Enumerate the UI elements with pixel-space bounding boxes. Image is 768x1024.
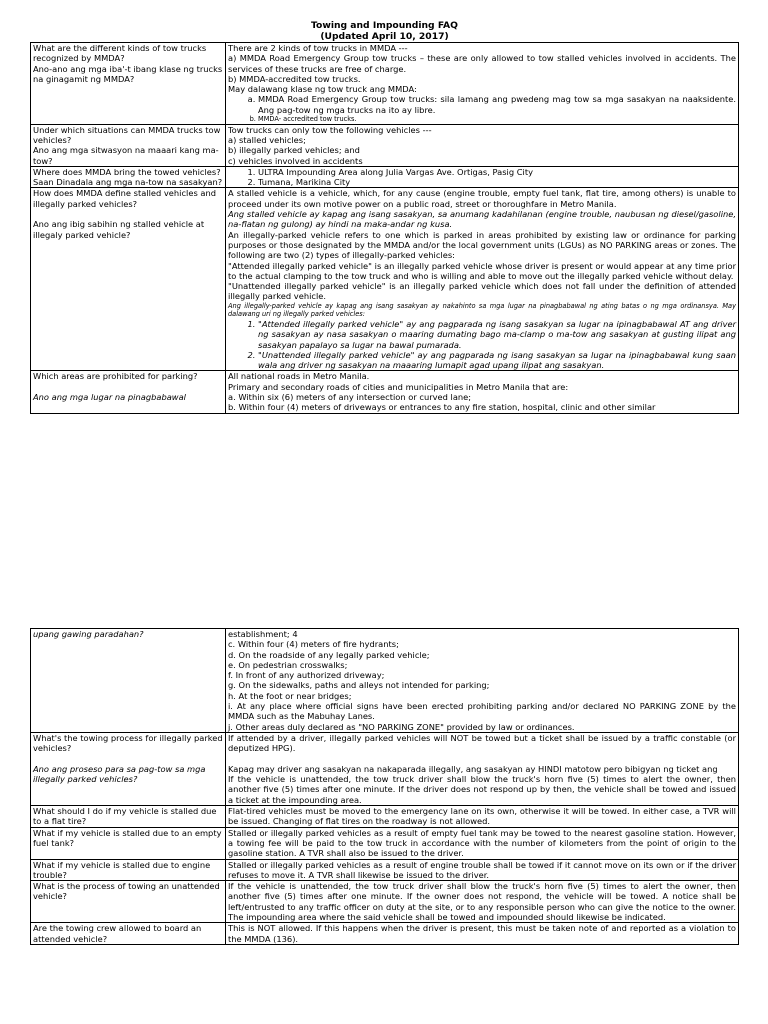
question-cell bbox=[31, 859, 226, 881]
table-row bbox=[31, 629, 739, 733]
answer-text-filipino: Ang stalled vehicle ay kapag ang isang sasakyan, sa anumang kadahilanan (engine trouble, naubusan ng diesel/gasoline, na-flatan ng gulong) ay hindi na maka-andar ng kusa. bbox=[228, 209, 736, 230]
question-english: How does MMDA define stalled vehicles and illegally parked vehicles? bbox=[33, 188, 217, 209]
question-cell bbox=[31, 732, 226, 805]
answer-list bbox=[228, 319, 736, 370]
answer-cell bbox=[226, 859, 739, 881]
answer-text-filipino: Kapag may driver ang sasakyan na nakaparada illegally, ang sasakyan ay HINDI matotow pero bibigyan ng ticket ang bbox=[228, 763, 718, 774]
answer-cell bbox=[226, 166, 739, 188]
question-english: Where does MMDA bring the towed vehicles? bbox=[33, 166, 221, 177]
table-row bbox=[31, 124, 739, 166]
answer-text: e. On pedestrian crosswalks; bbox=[228, 659, 348, 670]
answer-text: a) MMDA Road Emergency Group tow trucks – these are only allowed to tow stalled vehicles involved in accidents. The services of these trucks are free of charge. bbox=[228, 53, 736, 74]
answer-list bbox=[228, 94, 736, 123]
question-cell bbox=[31, 166, 226, 188]
table-row bbox=[31, 43, 739, 125]
question-cell bbox=[31, 124, 226, 166]
answer-text: a) stalled vehicles; bbox=[228, 134, 306, 145]
question-filipino: Saan Dinadala ang mga na-tow na sasakyan? bbox=[33, 177, 223, 188]
answer-text: A stalled vehicle is a vehicle, which, for any cause (engine trouble, empty fuel tank, flat tire, among others) is unable to proceed under its own motive power on a public road, street or thoroughfare in Metro Manila. bbox=[228, 188, 736, 209]
answer-text: "Attended illegally parked vehicle" is an illegally parked vehicle whose driver is present or would appear at any time prior to the actual clamping to the tow truck and who is willing and able to move out the illegally parked vehicle without delay. bbox=[228, 260, 736, 281]
table-row bbox=[31, 881, 739, 923]
answer-text: b. Within four (4) meters of driveways or entrances to any fire station, hospital, clinic and other similar bbox=[228, 402, 656, 413]
answer-cell bbox=[226, 923, 739, 945]
answer-cell bbox=[226, 371, 739, 413]
table-row bbox=[31, 371, 739, 413]
answer-text: d. On the roadside of any legally parked vehicle; bbox=[228, 649, 430, 660]
table-row bbox=[31, 923, 739, 945]
document-title: Towing and Impounding FAQ bbox=[311, 20, 458, 31]
answer-text: Tow trucks can only tow the following vehicles --- bbox=[228, 124, 432, 135]
table-row bbox=[31, 859, 739, 881]
answer-text: a. Within six (6) meters of any intersection or curved lane; bbox=[228, 391, 472, 402]
question-filipino: Ano ang proseso para sa pag-tow sa mga illegally parked vehicles? bbox=[33, 763, 206, 785]
answer-text: Flat-tired vehicles must be moved to the emergency lane on its own, otherwise it will be towed. In either case, a TVR will be issued. Changing of flat tires on the roadway is not allowed. bbox=[228, 806, 736, 827]
question-filipino: Ano ang mga sitwasyon na maaari kang ma-tow? bbox=[33, 145, 219, 166]
question-cell bbox=[31, 827, 226, 859]
answer-text: If the vehicle is unattended, the tow truck driver shall blow the truck's horn five (5) times to alert the owner, then another five (5) times after one minute. If the driver does not respond up by then, the vehicle shall be towed and issued a ticket at the impounding area. bbox=[228, 774, 736, 805]
answer-text: i. At any place where official signs have been erected prohibiting parking and/or declared NO PARKING ZONE by the MMDA such as the Mabuhay Lanes. bbox=[228, 701, 736, 722]
question-english: What's the towing process for illegally parked vehicles? bbox=[33, 732, 223, 754]
question-cell bbox=[31, 806, 226, 828]
answer-text: Primary and secondary roads of cities and municipalities in Metro Manila that are: bbox=[228, 381, 569, 392]
answer-text: h. At the foot or near bridges; bbox=[228, 690, 352, 701]
question-cell bbox=[31, 881, 226, 923]
question-cell bbox=[31, 43, 226, 125]
list-item: b. MMDA- accredited tow trucks. bbox=[258, 115, 736, 124]
document-subtitle: (Updated April 10, 2017) bbox=[320, 31, 449, 42]
faq-table-1 bbox=[30, 42, 739, 414]
question-english: What should I do if my vehicle is stalled due to a flat tire? bbox=[33, 806, 217, 827]
question-english: What are the different kinds of tow trucks recognized by MMDA? bbox=[33, 43, 207, 64]
answer-text: c) vehicles involved in accidents bbox=[228, 155, 363, 166]
table-row bbox=[31, 732, 739, 805]
answer-text: g. On the sidewalks, paths and alleys not intended for parking; bbox=[228, 680, 490, 691]
answer-text: There are 2 kinds of tow trucks in MMDA --- bbox=[228, 43, 408, 53]
answer-cell bbox=[226, 629, 739, 733]
question-english: What is the process of towing an unattended vehicle? bbox=[33, 881, 220, 902]
answer-cell bbox=[226, 43, 739, 125]
answer-cell bbox=[226, 881, 739, 923]
answer-text: f. In front of any authorized driveway; bbox=[228, 670, 385, 681]
table-row bbox=[31, 827, 739, 859]
question-cell bbox=[31, 629, 226, 733]
table-row bbox=[31, 166, 739, 188]
answer-text: b) MMDA-accredited tow trucks. bbox=[228, 73, 361, 84]
answer-text: All national roads in Metro Manila. bbox=[228, 371, 370, 382]
answer-text: j. Other areas duly declared as "NO PARKING ZONE" provided by law or ordinances. bbox=[228, 721, 575, 732]
table-row bbox=[31, 188, 739, 371]
question-english: What if my vehicle is stalled due to an empty fuel tank? bbox=[33, 827, 222, 848]
list-item: 2. Tumana, Marikina City bbox=[258, 177, 736, 187]
answer-text: Stalled or illegally parked vehicles as a result of engine trouble shall be towed if it cannot move on its own or if the driver refuses to move it. A TVR shall likewise be issued to the driver. bbox=[228, 859, 736, 880]
question-filipino: Ano-ano ang mga iba'-t ibang klase ng trucks na ginagamit ng MMDA? bbox=[33, 63, 223, 84]
question-english: Are the towing crew allowed to board an attended vehicle? bbox=[33, 923, 202, 944]
question-cell bbox=[31, 188, 226, 371]
question-english: Under which situations can MMDA trucks tow vehicles? bbox=[33, 124, 221, 145]
answer-cell bbox=[226, 827, 739, 859]
answer-cell bbox=[226, 188, 739, 371]
answer-list bbox=[228, 167, 736, 188]
answer-text: establishment; 4 bbox=[228, 629, 298, 639]
question-filipino: Ano ang ibig sabihin ng stalled vehicle at illegaly parked vehicle? bbox=[33, 219, 205, 240]
answer-text: An illegally-parked vehicle refers to one which is parked in areas prohibited by existing law or ordinance for parking purposes or those designated by the MMDA and/or the local government units (LGUs) as NO PARKING areas or zones. The following are two (2) types of illegally-parked vehicles: bbox=[228, 229, 736, 261]
answer-cell bbox=[226, 806, 739, 828]
list-item: 2. "Unattended illegally parked vehicle" ay ang pagparada ng isang sasakyan sa lugar na ipinagbabawal kung saan wala ang driver ng sasakyan na maaaring lumapit agad upang ilipat ang sasakyan. bbox=[258, 350, 736, 371]
question-filipino: Ano ang mga lugar na pinagbabawal bbox=[33, 391, 186, 402]
question-english: What if my vehicle is stalled due to engine trouble? bbox=[33, 859, 211, 880]
answer-cell bbox=[226, 732, 739, 805]
answer-text: This is NOT allowed. If this happens when the driver is present, this must be taken note of and reported as a violation to the MMDA (136). bbox=[228, 923, 736, 944]
answer-text: b) illegally parked vehicles; and bbox=[228, 145, 360, 156]
question-english: Which areas are prohibited for parking? bbox=[33, 371, 198, 382]
answer-text: May dalawang klase ng tow truck ang MMDA: bbox=[228, 84, 417, 95]
faq-page-1 bbox=[30, 20, 739, 414]
question-cell bbox=[31, 371, 226, 413]
faq-page-2 bbox=[30, 628, 739, 945]
question-cell bbox=[31, 923, 226, 945]
answer-text: If the vehicle is unattended, the tow truck driver shall blow the truck's horn five (5) times to alert the owner, then another five (5) times after one minute. If the owner does not respond, the vehicle will be towed. A notice shall be left/entrusted to any traffic officer on duty at the site, or to any responsible person who can give the notice to the owner. The impounding area where the said vehicle shall be towed and impounded should likewise be indicated. bbox=[228, 881, 736, 923]
question-filipino: upang gawing paradahan? bbox=[33, 629, 144, 639]
list-item: 1. "Attended illegally parked vehicle" ay ang pagparada ng isang sasakyan sa lugar na ipinagbabawal AT ang driver ng sasakyan ay nasa sasakyan o maaring dumating bago ma-clamp o ma-tow ang sasakyan at gusting ilipat ang sasakyan papalayo sa lugar na bawal pumarada. bbox=[258, 319, 736, 350]
answer-cell bbox=[226, 124, 739, 166]
answer-text: Stalled or illegally parked vehicles as a result of empty fuel tank may be towed to the nearest gasoline station. However, a towing fee will be paid to the tow truck in accordance with the number of kilometers from the point of origin to the gasoline station. A TVR shall also be issued to the driver. bbox=[228, 827, 736, 859]
table-row bbox=[31, 806, 739, 828]
answer-text: "Unattended illegally parked vehicle" is an illegally parked vehicle which does not fall under the definition of attended illegally parked vehicle. bbox=[228, 281, 736, 302]
faq-table-2 bbox=[30, 628, 739, 945]
answer-text-filipino: Ang illegally-parked vehicle ay kapag ang isang sasakyan ay nakahinto sa mga lugar na pinagbabawal ng ating batas o ng mga ordinansya. May dalawang uri ng illegally parked vehicles: bbox=[228, 301, 736, 319]
answer-text: c. Within four (4) meters of fire hydrants; bbox=[228, 639, 399, 650]
list-item: a. MMDA Road Emergency Group tow trucks: sila lamang ang pwedeng mag tow sa mga sasakyan na naaksidente. Ang pag-tow ng mga trucks na ito ay libre. bbox=[258, 94, 736, 115]
list-item: 1. ULTRA Impounding Area along Julia Vargas Ave. Ortigas, Pasig City bbox=[258, 167, 736, 177]
answer-text: If attended by a driver, illegally parked vehicles will NOT be towed but a ticket shall be issued by a traffic constable (or deputized HPG). bbox=[228, 732, 736, 754]
